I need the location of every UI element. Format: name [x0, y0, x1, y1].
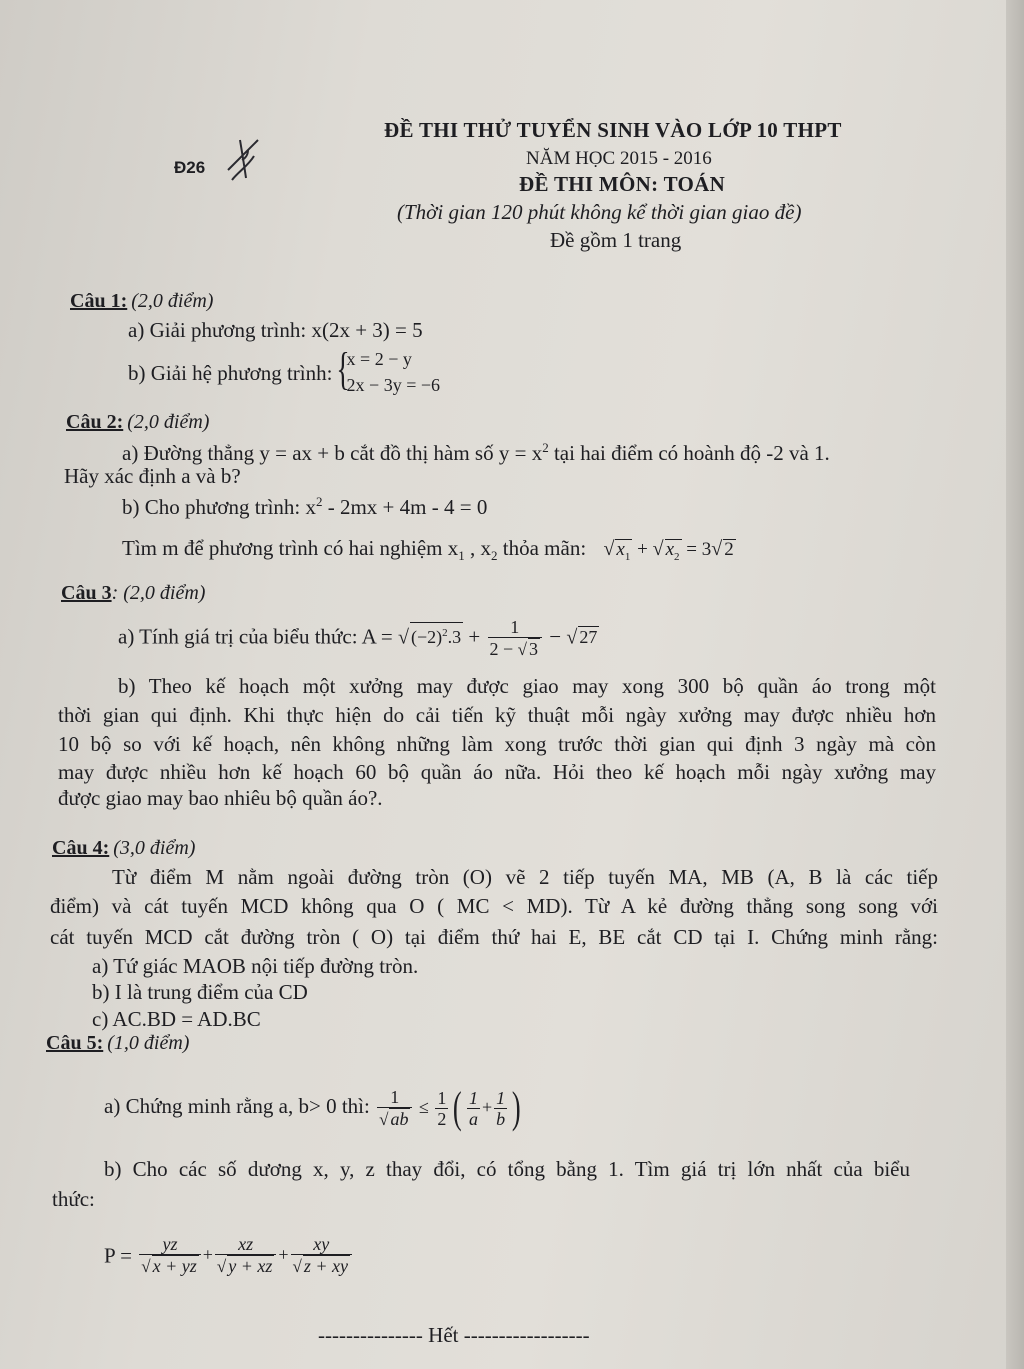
system-eq-2: 2x − 3y = −6: [346, 375, 441, 395]
fraction-1-den-pre: 2 −: [489, 639, 518, 659]
question-3a: [118, 617, 599, 660]
minus-sign: −: [544, 624, 567, 649]
radical-icon: √: [292, 1257, 302, 1276]
question-4-label: Câu 4:: [52, 837, 110, 859]
question-3-points: : (2,0 điểm): [111, 582, 206, 604]
root-expr-1-base: (−2): [411, 627, 443, 648]
question-5a: [104, 1083, 524, 1132]
p-fraction-3: [291, 1234, 352, 1277]
exam-code: Đ26: [174, 158, 206, 177]
question-4-line-1: Từ điểm M nằm ngoài đường tròn (O) vẽ 2 tiếp tuyến MA, MB (A, B là các tiếp: [112, 865, 938, 889]
fraction-inv-sqrt-ab: [377, 1087, 412, 1130]
sub-2: 2: [491, 548, 498, 564]
question-3b-line-5: được giao may bao nhiêu bộ quần áo?.: [58, 786, 383, 810]
radical-icon: √: [652, 538, 664, 560]
plus-sign: +: [202, 1244, 213, 1265]
plus-sign: +: [278, 1244, 289, 1265]
fraction-num: 1: [390, 1086, 400, 1107]
question-2-label: Câu 2:: [66, 411, 124, 433]
fraction-1-den-root: 3: [529, 639, 538, 659]
question-3b-line-4: may được nhiều hơn kế hoạch 60 bộ quần áo nữa. Hỏi theo kế hoạch mỗi ngày xưởng may: [58, 760, 936, 784]
question-5-label: Câu 5:: [46, 1032, 104, 1054]
root-2: 2: [724, 539, 734, 560]
fraction-1-num: 1: [510, 617, 520, 637]
question-2a-text: a) Đường thẳng y = ax + b cắt đồ thị hàm số y = x: [122, 441, 543, 465]
page-count: Đề gồm 1 trang: [550, 228, 682, 252]
fraction-1-den: [488, 637, 543, 660]
var-x2-sub: 2: [674, 550, 680, 563]
question-2b-text-end: - 2mx + 4m - 4 = 0: [322, 495, 488, 519]
fraction-half: [435, 1088, 448, 1129]
question-1a: a) Giải phương trình: x(2x + 3) = 5: [128, 318, 423, 342]
question-2c-mid: , x: [464, 536, 492, 560]
system-eq-1: x = 2 − y: [346, 349, 412, 369]
radical-icon: √: [379, 1109, 389, 1129]
root-x2: [665, 539, 682, 567]
school-year: NĂM HỌC 2015 - 2016: [526, 148, 712, 169]
root-x1: [615, 539, 632, 567]
question-5b-line-1: b) Cho các số dương x, y, z thay đổi, có tổng bằng 1. Tìm giá trị lớn nhất của biểu: [104, 1157, 910, 1181]
fraction-1: [488, 617, 543, 660]
rhs: = 3: [681, 539, 712, 560]
p-lhs: P =: [104, 1243, 138, 1268]
question-2b: [122, 489, 487, 520]
question-1b: [128, 343, 441, 400]
radical-icon: √: [603, 538, 615, 560]
root-expr-1-exp: 2: [442, 627, 448, 640]
question-1-header: [70, 290, 213, 313]
f1-num: 1: [469, 1087, 478, 1108]
root-expr-1: [410, 622, 463, 647]
p-fraction-2: [215, 1234, 276, 1277]
p-d1-root: x + yz: [152, 1256, 197, 1276]
question-2a-exponent: 2: [542, 440, 549, 455]
fraction-den: [377, 1107, 412, 1130]
var-x1-sub: 1: [624, 550, 631, 563]
half-den: 2: [437, 1108, 447, 1129]
question-1-points: (2,0 điểm): [131, 290, 214, 312]
f2-num: 1: [496, 1087, 506, 1108]
question-2-header: [66, 411, 209, 434]
question-3-label: Câu 3: [61, 582, 112, 604]
question-2c: [122, 535, 736, 569]
p-d2-root: y + xz: [228, 1256, 273, 1276]
fraction-1-over-b: [494, 1088, 507, 1129]
question-3b-line-1: b) Theo kế hoạch một xưởng may được giao may xong 300 bộ quần áo trong một: [118, 674, 936, 698]
plus-sign: +: [463, 624, 486, 649]
handwritten-mark-icon: [218, 132, 264, 190]
p-d1: [139, 1254, 200, 1277]
plus-sign: +: [632, 539, 653, 560]
le-sign: ≤: [414, 1096, 434, 1117]
time-note: (Thời gian 120 phút không kể thời gian giao đề): [397, 200, 802, 224]
p-n2: xz: [238, 1234, 254, 1254]
f2-den: b: [496, 1108, 506, 1129]
page-edge-shadow: [1006, 0, 1024, 1369]
p-n1: yz: [162, 1234, 178, 1254]
question-4-points: (3,0 điểm): [113, 837, 196, 859]
question-1b-prefix: b) Giải hệ phương trình:: [128, 361, 333, 385]
question-2a-line-2: Hãy xác định a và b?: [64, 464, 241, 488]
p-d3-root: z + xy: [303, 1256, 349, 1276]
equation-system: [347, 346, 440, 398]
root-expr-1-tail: .3: [447, 627, 462, 648]
radical-icon: √: [566, 626, 578, 649]
p-fraction-1: [139, 1234, 200, 1277]
sub-1: 1: [458, 548, 465, 564]
question-4-header: [52, 837, 195, 860]
question-2b-text: b) Cho phương trình: x: [122, 495, 316, 519]
question-5-header: [46, 1032, 189, 1055]
question-2b-exponent: 2: [315, 494, 323, 509]
question-4-item-a: a) Tứ giác MAOB nội tiếp đường tròn.: [92, 954, 419, 978]
question-4-line-3: cát tuyến MCD cắt đường tròn ( O) tại điểm thứ hai E, BE cắt CD tại I. Chứng minh rằng:: [50, 925, 938, 949]
fraction-1-over-a: [467, 1088, 480, 1129]
question-2c-text: Tìm m để phương trình có hai nghiệm x: [122, 536, 459, 560]
f1-den: a: [469, 1108, 478, 1129]
question-3a-text: a) Tính giá trị của biểu thức: A =: [118, 624, 399, 649]
root-27: 27: [579, 627, 598, 648]
question-2-points: (2,0 điểm): [127, 411, 210, 433]
p-n3: xy: [313, 1234, 330, 1254]
end-marker: --------------- Hết ------------------: [318, 1323, 590, 1347]
question-5-points: (1,0 điểm): [107, 1032, 190, 1054]
exam-title: ĐỀ THI THỬ TUYỂN SINH VÀO LỚP 10 THPT: [384, 118, 842, 142]
radical-icon: √: [711, 538, 723, 560]
question-3-header: [61, 582, 205, 605]
plus-sign: +: [482, 1096, 493, 1117]
left-paren-icon: (: [453, 1083, 463, 1132]
radical-icon: √: [517, 640, 527, 659]
question-1-label: Câu 1:: [70, 290, 128, 312]
half-num: 1: [437, 1087, 447, 1108]
root-condition: [603, 538, 735, 563]
p-d2: [215, 1254, 276, 1277]
p-d3: [291, 1254, 352, 1277]
subject-title: ĐỀ THI MÔN: TOÁN: [519, 172, 726, 196]
question-2c-post: thỏa mãn:: [497, 536, 587, 560]
question-4-item-c: c) AC.BD = AD.BC: [92, 1007, 261, 1031]
question-5-formula-p: [104, 1234, 354, 1277]
system-brace-icon: {: [336, 343, 351, 394]
question-2a-line-1: [122, 435, 830, 466]
question-4-line-2: điểm) và cát tuyến MCD không qua O ( MC < MD). Từ A kẻ đường thẳng song song với: [50, 894, 938, 918]
question-5a-text: a) Chứng minh rằng a, b> 0 thì:: [104, 1093, 370, 1118]
question-3b-line-3: 10 bộ so với kế hoạch, nên không những làm xong trước thời gian qui định 3 ngày mà còn: [58, 732, 936, 756]
radical-icon: √: [141, 1257, 151, 1276]
question-2a-text-end: tại hai điểm có hoành độ -2 và 1.: [548, 441, 830, 465]
radical-icon: √: [216, 1257, 227, 1276]
var-x2: x: [665, 539, 674, 560]
right-paren-icon: ): [512, 1083, 521, 1132]
question-3b-line-2: thời gian qui định. Khi thực hiện do cải tiến kỹ thuật mỗi ngày xưởng may được nhiều hơn: [58, 703, 936, 727]
radical-icon: √: [398, 626, 410, 649]
question-4-item-b: b) I là trung điểm của CD: [92, 980, 308, 1004]
var-x1: x: [616, 539, 625, 560]
question-5b-line-2: thức:: [52, 1187, 95, 1211]
root-ab: ab: [390, 1108, 409, 1129]
